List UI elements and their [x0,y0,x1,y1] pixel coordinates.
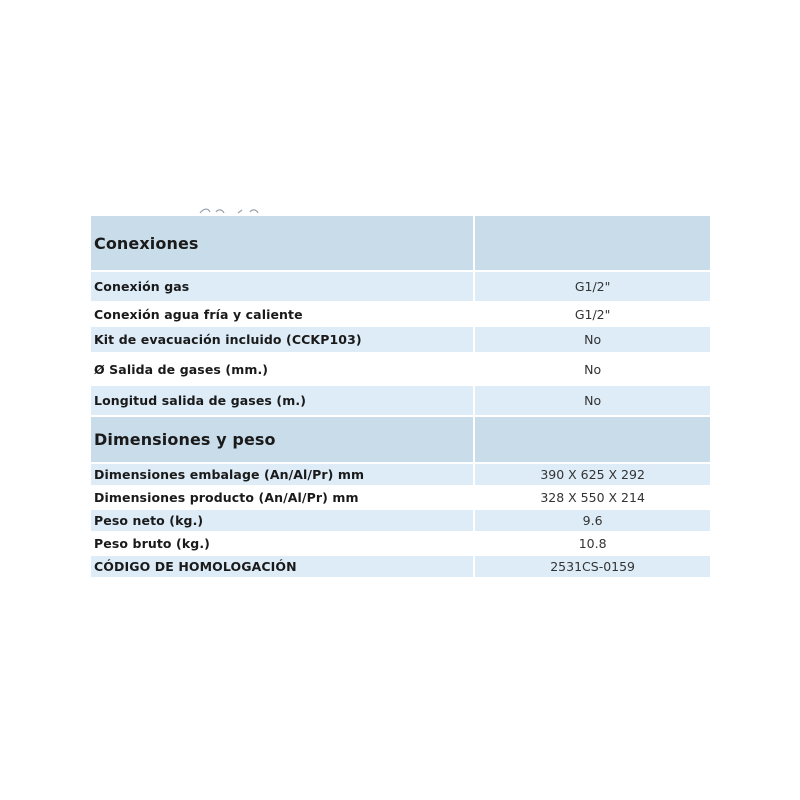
row-value: No [473,386,710,415]
row-label: Peso bruto (kg.) [91,533,473,554]
table-row [91,386,710,415]
row-value: No [473,354,710,384]
table-row [91,272,710,301]
table-row [91,533,710,554]
row-label: Longitud salida de gases (m.) [91,386,473,415]
section-title: Conexiones [91,216,473,270]
section-title: Dimensiones y peso [91,417,473,462]
section-header-dimensions [91,417,710,462]
table-row [91,327,710,352]
table-row [91,556,710,577]
row-label: Dimensiones producto (An/Al/Pr) mm [91,487,473,508]
table-row [91,464,710,485]
row-value: 328 X 550 X 214 [473,487,710,508]
row-value: G1/2" [473,272,710,301]
row-label: Ø Salida de gases (mm.) [91,354,473,384]
row-label: Conexión agua fría y caliente [91,303,473,325]
section-value-empty [473,417,710,462]
row-value: G1/2" [473,303,710,325]
row-label: Conexión gas [91,272,473,301]
row-label: CÓDIGO DE HOMOLOGACIÓN [91,556,473,577]
row-label: Peso neto (kg.) [91,510,473,531]
table-row [91,354,710,384]
section-value-empty [473,216,710,270]
row-value: 9.6 [473,510,710,531]
row-label: Dimensiones embalage (An/Al/Pr) mm [91,464,473,485]
row-label: Kit de evacuación incluido (CCKP103) [91,327,473,352]
row-value: 390 X 625 X 292 [473,464,710,485]
specifications-table [91,214,710,579]
row-value: 10.8 [473,533,710,554]
section-header-connections [91,216,710,270]
table-row [91,303,710,325]
row-value: No [473,327,710,352]
row-value: 2531CS-0159 [473,556,710,577]
table-row [91,487,710,508]
table-row [91,510,710,531]
